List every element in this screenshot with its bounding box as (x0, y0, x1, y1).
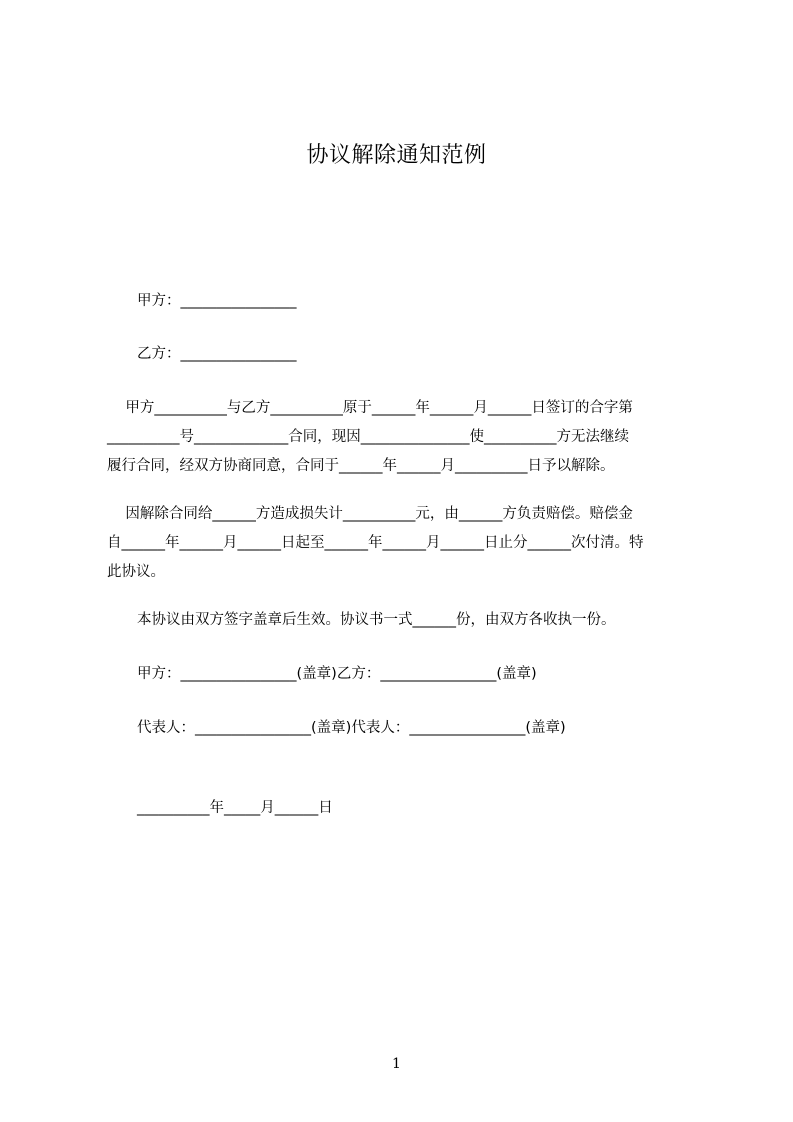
paragraph-effect: 本协议由双方签字盖章后生效。协议书一式______份，由双方各收执一份。 (137, 612, 616, 628)
signature-line-parties: 甲方：________________(盖章)乙方：________________(盖章) (137, 666, 537, 682)
page-number: 1 (392, 1056, 401, 1072)
paragraph-compensation (107, 500, 703, 587)
party-b-line: 乙方：________________ (137, 346, 297, 362)
paragraph-line: 因解除合同给______方造成损失计__________元，由______方负责赔偿。赔偿金 (107, 506, 633, 522)
date-line: __________年_____月______日 (137, 800, 333, 816)
paragraph-line: 此协议。 (107, 564, 165, 580)
paragraph-line: __________号_____________合同，现因_______________使__________方无法继续 (107, 429, 629, 445)
paragraph-line: 甲方__________与乙方__________原于______年______月______日签订的合字第 (107, 400, 633, 416)
paragraph-termination (107, 394, 703, 481)
document-title: 协议解除通知范例 (306, 143, 487, 168)
paragraph-line: 自______年______月______日起至______年______月______日止分______次付清。特 (107, 535, 644, 551)
paragraph-line: 履行合同，经双方协商同意，合同于______年______月__________日予以解除。 (107, 458, 615, 474)
party-a-line: 甲方：________________ (137, 293, 297, 309)
signature-line-representatives: 代表人：________________(盖章)代表人：________________(盖章) (137, 720, 566, 736)
